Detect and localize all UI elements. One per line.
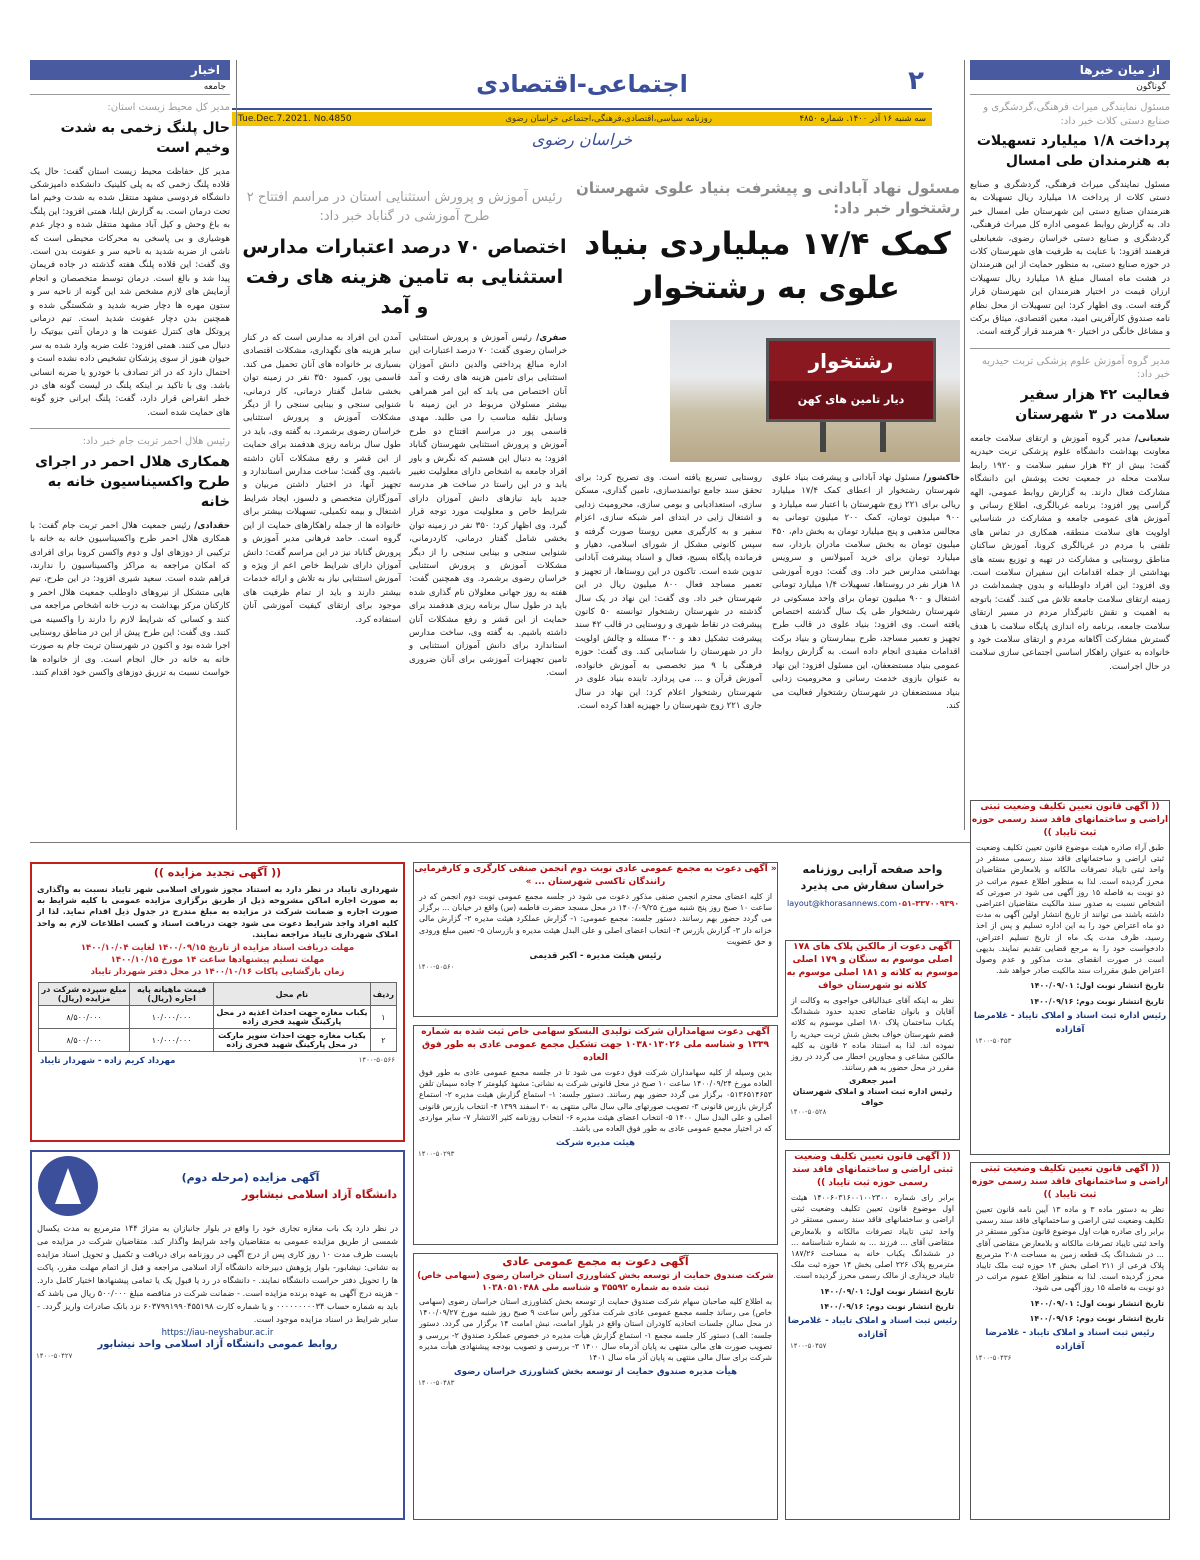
notice-body: نظر به اینکه آقای عبدالباقی خواجوی به وکالت از آقایان و بانوان تقاضای تحدید حدود ششدانگ یکباب ساختمان پلاک ۱۸۰ اصلی موسوم به کلاته قضم شهرستان خواف بخش شش تربت حیدریه را نموده اند. لذا به استناد ماده ۲ قانون به کلیه مالکین مشاعی و مجاورین اخطار می گردد در روز مقرر در محل حضور به هم رسانند. <box>791 996 955 1073</box>
table-header: مبلغ سپرده شرکت در مزایده (ریال) <box>39 983 130 1006</box>
notice-date: تاریخ انتشار نوبت اول: ۱۴۰۰/۰۹/۰۱ <box>819 1286 954 1296</box>
notice-body: بدین وسیله از کلیه سهامداران شرکت فوق دعوت می شود تا در جلسه مجمع عمومی عادی به طور فوق العاده مورخ ۱۴۰۰/۰۹/۲۴ ساعت ۱۰ صبح در محل قانونی شرکت به نشانی: مشهد کیلومتر ۲ جاده سیمان تلفن ۰۵۱۳۶۵۱۴۶۵۳ برگزار می گردد حضور بهم رسانند. دستور جلسه: ۱- استماع گزارش هیئت مدیره ۲- استماع گزارش بازرس قانونی ۳- تصویب صورتهای مالی سال مالی منتهی به ۳۰ اسفند ۱۳۹۹ ۴- انتخاب بازرس قانونی اصلی و علی البدل سال ۱۴۰۰ ۵- انتخاب اعضای هیئت مدیره ۶- انتخاب روزنامه کثیر الانتشار ۷- سایر مواردی که در اختیار مجمع عمومی عادی به طور فوق العاده می باشد. <box>419 1068 773 1134</box>
column-header: از میان خبر‌ها <box>970 60 1170 80</box>
lead-kicker: مسئول نهاد آبادانی و پیشرفت بنیاد علوی شهرستان رشتخوار خبر داد: <box>576 179 960 217</box>
notice-number: ۱۴۰۰-۵۰۵۶۰ <box>418 963 455 972</box>
article-body: مدیر کل حفاظت محیط زیست استان گفت: حال یک قلاده پلنگ زخمی که به پلی کلینیک دانشکده دامپزشکی دانشگاه فردوسی مشهد منتقل شده به شدت وخیم اما تحت درمان است. به گزارش ایلنا، همتی افزود: این پلنگ به باغ وحش و کیل آباد مشهد منتقل شده و دچار عدم هوشیاری و بی پاسخی به محرکات محیطی است که ناشی از ضربه شدید به ناحیه سر و عفونت بدن است. وی گفت: این قلاده پلنگ هفته گذشته در جاده فریمان پیدا شد و بالغ است. درمان توسط متخصصان و انجام آزمایش های لازم مشخص شد این گونه از ناحیه سر و ستون مهره ها دچار ضربه شدید و شکستگی شده و همچنین بدن دچار عفونت شدید است. تیم درمانی پروتکل های کنترل عفونت ها و درمان آنتی بیوتیک را دنبال می کنند. همتی افزود: علت ضربه وارد شده به سر حیوان هنوز از سوی پزشکان تشخیص داده نشده است و احتمال دارد که در اثر تصادف با خودرو یا ضربه انسانی باشد. وی با تاکید بر اینکه پلنگ در لیست گونه های در خطر انقراض قرار دارد، گفت: پلنگ ایرانی جزو گونه های حمایت شده است. <box>30 166 230 418</box>
lead-body-cont: روستایی تسریع یافته است. وی تصریح کرد: برای تحقق سند جامع توانمندسازی، تامین گذاری، مسکن سازی، استعدادیابی و بومی سازی، محرومیت زدایی و اشتغال زایی در ابتدای امر شبکه سازی، اعزام سفیر و به کارگیری معین روستا صورت گرفته و سپس کانونی مشکل از شورای اسلامی، دهیار و فرمانده پایگاه بسیج، فعال و اسناد پیشرفت آبادانی تدوین شده است. تاکنون در این روستاها، از تجهیز و تعمیر مساجد فعال ۸۰۰ میلیون ریال در این شهرستان خبر داد. وی گفت: این نهاد در یک سال گذشته در شهرستان رشتخوار توانسته ۵۰ کانون پیشرفت در نقاط شهری و روستایی در قالب ۴۲ سند پیشرفت تشکیل دهد و ۳۰۰ مسئله و چالش اولویت دار در شهرستان را شناسایی کند. وی گفت: حوزه فرهنگی با ۹ میز تخصصی به آموزش خانواده، آموزش قرآن و ... می پردازد. تاینده بنیاد علوی در شهرستان رشتخوار اعلام کرد: این نهاد در سال جاری ۲۲۱ زوج شهرستان را جهیزیه اهدا کرده است. <box>575 473 763 711</box>
table-header: نام محل <box>214 983 371 1006</box>
auction-table <box>38 982 397 1052</box>
notice-date: مهلت دریافت اسناد مزایده از تاریخ ۱۴۰۰/۰۹/۱۵ لغایت ۱۴۰۰/۱۰/۰۴ <box>80 943 355 954</box>
notice-number: ۱۴۰۰-۵۰۴۳۶ <box>975 1354 1012 1363</box>
general-assembly-notice <box>413 1253 778 1520</box>
org-name: دانشگاه آزاد اسلامی نیشابور <box>242 1188 397 1201</box>
notice-title: (( آگهی تجدید مزایده )) <box>153 866 282 879</box>
promo-title: واحد صفحه آرایی روزنامه خراسان سفارش می پذیرد <box>800 863 945 892</box>
registry-notice <box>785 940 960 1140</box>
mid-story <box>242 188 567 838</box>
notice-body: در نظر دارد یک باب مغازه تجاری خود را واقع در بلوار جانبازان به متراژ ۱۴۴ مترمربع به مدت یکسال شمسی از طریق مزایده عمومی به متقاضیان واجد شرایط واگذار کند. متقاضیان شرکت در مزایده می بایست ظرف مدت ۱۰ روز کاری پس از درج آگهی در روزنامه برای دریافت و تکمیل و تحویل اسناد مزایده به نشانی: نیشابور- بلوار پژوهش دبیرخانه دانشگاه آزاد اسلامی مراجعه و قبل از اتمام مهلت مقرر، پاکت ها را تحویل دفتر حراست دانشگاه نمایند. - دانشگاه در رد یا قبول یک یا تمامی پیشنهادها اختیار کامل دارد. - هزینه درج آگهی به عهده برنده مزایده است. - ضمانت شرکت در مناقصه مبلغ ۵۰۰/۰۰۰ ریال می باشد که باید به شماره حساب ۰۰۰۰۰۰۰۰۰۳۴ و یا شماره کارت ۶۰۳۷۹۹۱۹۹۰۴۵۵۱۹۸ نزد بانک صادرات واریز گردد. - سایر شرایط در اسناد مزایده موجود است. <box>37 1223 399 1324</box>
notice-date: تاریخ انتشار نوبت اول: ۱۴۰۰/۰۹/۰۱ <box>1029 981 1164 991</box>
billboard <box>766 338 936 422</box>
notice-subtitle: شرکت صندوق حمایت از توسعه بخش کشاورزی استان خراسان رضوی (سهامی خاص) ثبت شده به شماره ۳۵۵۹۲ و شناسه ملی ۱۰۳۸۰۵۱۰۴۸۸ <box>417 1271 774 1293</box>
mid-title: اختصاص ۷۰ درصد اعتبارات مدارس استثنایی به تامین هزینه های رفت و آمد <box>242 236 567 318</box>
lead-story <box>575 178 960 838</box>
shareholders-notice <box>413 1025 778 1245</box>
notice-title: (( آگهی قانون تعیین تکلیف وضعیت ثبتی اراضی و ساختمانهای فاقد سند رسمی حوزه ثبت تایباد )) <box>791 1152 954 1188</box>
notice-title: (( آگهی قانون تعیین تکلیف وضعیت ثبتی اراضی و ساختمانهای فاقد سند رسمی حوزه ثبت تایباد )) <box>971 1164 1169 1200</box>
right-column <box>970 60 1170 830</box>
notice-title: آگهی مزایده (مرحله دوم) <box>181 1171 320 1184</box>
issue-bar <box>232 112 932 126</box>
column-subheader: جامعه <box>30 80 230 95</box>
notice-body: از کلیه اعضای محترم انجمن صنفی مذکور دعوت می شود در جلسه مجمع عمومی نوبت دوم انجمن که در ساعت ۱۰ صبح روز پنج شنبه مورخ ۱۴۰۰/۰۹/۲۵ در محل مسجد حضرت فاطمه (س) واقع در خیابان ... برگزار می گردد حضور بهم رسانند. دستور جلسه: مجمع عمومی: ۱- گزارش عملکرد هیئت مدیره ۲- گزارش مالی خزانه دار ۳- گزارش بازرس ۴- انتخاب اعضای اصلی و علی البدل هیئت مدیره و بازرسان ۵- تعیین مبلغ ورودی و حق عضویت <box>419 892 772 946</box>
billboard-subtitle: دیار تامین های کهن <box>769 381 933 419</box>
article-kicker: رئیس هلال احمر تربت جام خبر داد: <box>82 436 230 448</box>
article-kicker: مدیر کل محیط زیست استان: <box>107 102 230 113</box>
notice-body: شهرداری تایباد در نظر دارد به استناد مجوز شورای اسلامی شهر تایباد نسبت به واگذاری به صورت اجاره اماکن مشروحه ذیل از طریق برگزاری مزایده عمومی با کلیه شرایط به صورت اجاره و ضمانت شرکت در مزایده به مبلغ مندرج در جدول ذیل اقدام نماید. لذا از کلیه افراد واجد شرایط دعوت می شود جهت دریافت اسناد و کسب اطلاعات لازم به واحد املاک شهرداری تایباد مراجعه نمایند. <box>37 884 398 939</box>
notice-title: « آگهی دعوت به مجمع عمومی عادی نوبت دوم انجمن صنفی کارگری و کارفرمایی رانندگان تاکسی شهرستان ... » <box>414 864 777 887</box>
notice-signature: رئیس اداره ثبت اسناد و املاک شهرستان خواف <box>792 1087 953 1108</box>
left-column <box>30 60 230 830</box>
notice-signature: هیئت مدیره شرکت <box>555 1138 635 1149</box>
article-body: شعبانی/ مدیر گروه آموزش و ارتقای سلامت جامعه معاونت بهداشت دانشگاه علوم پزشکی تربت حیدریه گفت: بیش از ۴۲ هزار سفیر سلامت و ۱۹۲۰ رابط سلامت محله در جمعیت تحت پوشش این دانشگاه مشارکت فعال دارند. به گزارش روابط عمومی، الهه گراسی پور افزود: برنامه غربالگری، اطلاع رسانی و آموزش های عمومی جامعه و مشارکت در شناسایی اولویت های سلامت منطقه، همکاری در تماس های تلفنی با مردم در غربالگری کرونا، آموزش ساکنان مناطق روستایی و مشارکت در تهیه و توزیع بسته های بهداشتی از جمله اقدامات این سفیران سلامت است. وی افزود: این افراد داوطلبانه و بدون چشمداشت در زمینه ارتقای سلامت جامعه تلاش می کنند. گفت: باتوجه به اهمیت و نقش تاثیرگذار مردم در مسیر ارتقای سلامت جامعه، برنامه راه اندازی پایگاه سلامت با هدف گسترش مشارکت آگاهانه مردم و ارتقای سلامت خود و خانواده به عنوان راهکار اساسی اجتماعی سازی سلامت در حال اجراست. <box>970 433 1170 672</box>
notice-date: تاریخ انتشار نوبت اول: ۱۴۰۰/۰۹/۰۱ <box>1029 1298 1164 1308</box>
notice-date: زمان بازگشایی پاکات ۱۴۰۰/۱۰/۱۶ در محل دفتر شهردار تایباد <box>90 967 345 978</box>
column-header: اخبار <box>30 60 230 80</box>
notice-signature: هیأت مدیره صندوق حمایت از توسعه بخش کشاورزی خراسان رضوی <box>453 1367 738 1378</box>
billboard-title: رشتخوار <box>769 341 933 381</box>
notice-signature: رئیس ثبت اسناد و املاک تایباد - غلامرضا آقازاده <box>985 1328 1155 1353</box>
article-title: همکاری هلال احمر در اجرای طرح واکسیناسیون خانه به خانه <box>35 453 230 510</box>
notice-number: ۱۴۰۰-۵۰۴۸۳ <box>418 1379 455 1388</box>
notice-body: به اطلاع کلیه صاحبان سهام شرکت صندوق حمایت از توسعه بخش کشاورزی استان خراسان رضوی (سهامی خاص) می رساند جلسه مجمع عمومی عادی شرکت مذکور رأس ساعت ۹ صبح روز شنبه مورخ ۱۴۰۰/۰۹/۲۷ در محل سالن جلسات اتحادیه کاودران استان واقع در بلوار امامت، نبش امامت ۱۴ برگزار می گردد. دستور جلسه: الف) دستور کار جلسه مجمع ۱- استماع گزارش هیأت مدیره در خصوص عملکرد صندوق ۲- بررسی و تصویب صورت های مالی منتهی به پایان آذرماه سال ۱۴۰۰ ۳- بررسی و تصویب بودجه پیشنهادی هیأت مدیره شرکت برای سال مالی منتهی به پایان آذر ماه سال ۱۴۰۱ <box>419 1297 772 1363</box>
page-number: ۲ <box>908 66 924 96</box>
photo-spacer <box>582 310 676 440</box>
notice-signature: مهرداد کریم زاده - شهردار تایباد <box>40 1056 176 1067</box>
auction-notice <box>30 862 405 1142</box>
mid-body: صفری/ رئیس آموزش و پرورش استثنایی خراسان رضوی گفت: ۷۰ درصد اعتبارات این اداره مبالغ پرداختی والدین دانش آموزان استثنایی برای تامین هزینه های رفت و آمد آنان اختصاص می یابد که این امر همراهی بیشتر مسئولان مربوط در این زمینه با وسایل نقلیه مناسب را می طلبد. مهدی قاسمی پور در مراسم افتتاح دو طرح آموزش و پرورش استثنایی شهرستان گناباد افزود: به دنبال این هستیم که نگرش و باور افراد جامعه به اشخاص دارای معلولیت تغییر یابد و در این راستا در ساخت هر مدرسه جدید باید نیازهای دانش آموزان دارای شرایط خاص و معلولیت مورد توجه قرار گیرد. وی اظهار کرد: ۳۵۰ نفر در زمینه توان بخشی شامل گفتار درمانی، کاردرمانی، شنوایی سنجی و بینایی سنجی را از دیگر مشکلات آموزش و پرورش استثنایی خراسان رضوی برشمرد. وی همچنین گفت: هفته به روز جهانی معلولان نام گذاری شده باید در طول سال برنامه ریزی هدفمند برای حمایت از این قشر و رفع مشکلات آنان داشته باشیم. به گفته وی، ساخت مدارس استاندارد برای دانش آموزان استثنایی و تامین تجهیزات آموزشی برای آنان ضروری است. <box>409 333 567 679</box>
article-body: حقدادی/ رئیس جمعیت هلال احمر تربت جام گفت: با همکاری هلال احمر طرح واکسیناسیون خانه به خانه با ترکیبی از دوزهای اول و دوم واکسن کرونا برای افرادی که امکان مراجعه به مراکز واکسیناسیون را ندارند، فراهم شده است. سعید شیری افزود: در این طرح، تیم هایی متشکل از نیروهای داوطلب جمعیت هلال احمر و کارکنان مرکز بهداشت به درب خانه اشخاص مراجعه می کنند و کسانی که شرایط لازم را دارند را واکسینه می کنند. وی گفت: این طرح پیش از این در مناطق روستایی اجرا شده بود و اکنون در شهرستان تربت جام به صورت خانه به خانه در حال انجام است. وی از خانواده ها خواست نسبت به تزریق دوزهای واکسن خود اقدام کنند. <box>30 520 230 679</box>
article-title: حال پلنگ زخمی به شدت وخیم است <box>60 119 230 156</box>
mid-kicker: رئیس آموزش و پرورش استثنایی استان در مراسم افتتاح ۲ طرح آموزشی در گناباد خبر داد: <box>246 190 563 224</box>
lead-photo <box>670 320 960 462</box>
notice-title: (( آگهی قانون تعیین تکلیف وضعیت ثبتی اراضی و ساختمانهای فاقد سند رسمی حوزه ثبت تایباد )) <box>971 802 1169 838</box>
university-auction-notice <box>30 1150 405 1520</box>
notice-signature: روابط عمومی دانشگاه آزاد اسلامی واحد نیشابور <box>97 1339 338 1350</box>
notice-number: ۱۴۰۰-۵۰۵۲۸ <box>790 1108 827 1117</box>
notice-body: طبق آراء صادره هیئت موضوع قانون تعیین تکلیف وضعیت ثبتی اراضی و ساختمانهای فاقد سند رسمی مستقر در واحد ثبتی تایباد تصرفات مالکانه و بلامعارض متقاضیان محرز گردیده است. لذا به منظور اطلاع عموم مراتب در دو نوبت به فاصله ۱۵ روز آگهی می شود در صورتی که اشخاص نسبت به صدور سند مالکیت متقاضیان اعتراضی داشته باشند می توانند از تاریخ انتشار اولین آگهی به مدت دو ماه اعتراض خود را به این اداره تسلیم و پس از اخذ رسید، ظرف مدت یک ماه از تاریخ تسلیم اعتراض، دادخواست خود را به مرجع قضایی تقدیم نمایند. بدیهی است در صورت انقضای مدت مذکور و عدم وصول اعتراض طبق مقررات سند مالکیت صادر خواهد شد. <box>976 843 1164 976</box>
university-logo-icon <box>38 1156 98 1216</box>
notice-number: ۱۴۰۰-۵۰۲۹۳ <box>418 1150 455 1159</box>
column-subheader: گوناگون <box>970 80 1170 95</box>
table-header: قیمت ماهیانه پایه اجاره (ریال) <box>130 983 214 1006</box>
issue-date-en: Tue.Dec.7.2021. No.4850 <box>238 114 352 124</box>
table-header: ردیف <box>370 983 396 1006</box>
association-notice <box>413 862 778 1017</box>
registry-notice <box>970 800 1170 1155</box>
table-row: ۱ یکباب مغازه جهت احداث اغذیه در محل پارکینگ شهید فخری زاده ۱۰/۰۰۰/۰۰۰ ۸/۵۰۰/۰۰۰ <box>39 1006 397 1029</box>
notice-title: آگهی دعوت از مالکین پلاک های ۱۷۸ اصلی موسوم به سنگان و ۱۷۹ اصلی موسوم به کلاته و ۱۸۱ اصلی موسوم به کلاته نو شهرستان خواف <box>786 942 959 991</box>
masthead <box>232 60 932 150</box>
notice-date: تاریخ انتشار نوبت دوم: ۱۴۰۰/۰۹/۱۶ <box>819 1301 954 1311</box>
notice-signature: رئیس هیئت مدیره - اکبر قدیمی <box>529 951 662 962</box>
notice-signature: رئیس اداره ثبت اسناد و املاک تایباد - غلامرضا آقازاده <box>973 1010 1167 1035</box>
issue-date-fa: سه شنبه ۱۶ آذر ۱۴۰۰. شماره ۴۸۵۰ <box>799 114 926 124</box>
article-title: فعالیت ۴۲ هزار سفیر سلامت در ۳ شهرستان <box>1015 386 1170 423</box>
registry-notice <box>970 1162 1170 1520</box>
notice-date: تاریخ انتشار نوبت دوم: ۱۴۰۰/۰۹/۱۶ <box>1029 1313 1164 1323</box>
notice-date: مهلت تسلیم پیشنهادها ساعت ۱۴ مورخ ۱۴۰۰/۱۰/۱۵ <box>110 955 325 966</box>
section-title: اجتماعی-اقتصادی <box>476 70 688 98</box>
notice-body: برابر رای شماره ۱۴۰۰۶۰۳۱۶۰۰۱۰۰۲۳۰۰ هیئت اول موضوع قانون تعیین تکلیف وضعیت ثبتی اراضی و ساختمانهای فاقد سند رسمی مستقر در واحد ثبتی تایباد تصرفات مالکانه و بلامعارض متقاضی آقای ... فرزند ... به شماره شناسنامه ... در ششدانگ یکباب خانه به مساحت ۱۸۷/۲۶ مترمربع پلاک ۲۲۶ اصلی بخش ۱۴ حوزه ثبت ملک تایباد خریداری از مالک رسمی محرز گردیده است. <box>791 1193 954 1281</box>
notice-number: ۱۴۰۰-۵۰۴۲۷ <box>36 1352 73 1360</box>
newspaper-logo: خراسان رضوی <box>531 130 633 149</box>
table-row: ۲ یکباب مغازه جهت احداث سوپر مارکت در محل پارکینگ شهید فخری زاده ۱۰/۰۰۰/۰۰۰ ۸/۵۰۰/۰۰۰ <box>39 1029 397 1052</box>
notice-signature: رئیس ثبت اسناد و املاک تایباد - غلامرضا آقازاده <box>787 1316 958 1341</box>
promo-phone: ۰۵۱-۳۳۷۰۰۹۳۹۰ <box>897 899 960 908</box>
layout-promo <box>785 862 960 932</box>
notice-body: نظر به دستور ماده ۳ و ماده ۱۳ آیین نامه قانون تعیین تکلیف وضعیت ثبتی اراضی و ساختمانهای فاقد سند رسمی برابر رای صادره هیات اول موضوع قانون مذکور مستقر در واحد ثبتی تایباد تصرفات مالکانه و بلامعارض متقاضی آقای ... در ششدانگ یک قطعه زمین به مساحت ۲۰۸ مترمربع پلاک فرعی از ۲۱۱ اصلی بخش ۱۴ حوزه ثبت ملک تایباد محرز گردیده است. لذا به منظور اطلاع عموم مراتب در دو نوبت به فاصله ۱۵ روز آگهی می شود. <box>976 1205 1165 1293</box>
promo-email[interactable]: layout@khorasannews.com <box>787 899 898 908</box>
lead-body: خاکشور/ مسئول نهاد آبادانی و پیشرفت بنیاد علوی شهرستان رشتخوار از اعطای کمک ۱۷/۴ میلیارد ریالی برای ۲۲۱ زوج شهرستان با اعتبار سه میلیارد و ۹۰۰ میلیون تومان، کمک ۲۰۰ میلیون تومانی به مجالس مذهبی و پنج میلیارد تومان به بخش دام، ۴۵۰ میلیون تومان به بخش سلامت مادران باردار، سه میلیارد تومان برای خرید آمبولانس و سرویس بهداشتی مدارس خبر داد. وی گفت: دوره آموزشی ۱۸ هزار نفر در روستاها، تسهیلات ۱/۴ میلیارد تومانی اشتغال و ۹۰۰ میلیون تومان برای واحد مسکونی در شهرستان رشتخوار طی یک سال گذشته اختصاص یافته است. وی افزود: بنیاد علوی در قالب طرح تجهیز و تعمیر مساجد، طرح بیمارستان و بنیاد برکت اقدامات مفیدی انجام داده است. به گزارش روابط عمومی بنیاد مستضعفان، این مسئول افزود: این نهاد به عنوان بازوی خدمت رسانی و محرومیت زدایی بنیاد مستضعفان در شهرستان رشتخوار فعالیت می کند. <box>772 473 960 711</box>
notice-title: آگهی دعوت به مجمع عمومی عادی <box>502 1255 689 1268</box>
article-title: پرداخت ۱/۸ میلیارد تسهیلات به هنرمندان طی امسال <box>976 133 1170 169</box>
notice-website[interactable]: https://iau-neyshabur.ac.ir <box>161 1328 274 1338</box>
notice-number: ۱۴۰۰-۵۰۴۵۳ <box>975 1036 1012 1045</box>
article-body: مسئول نمایندگی میراث فرهنگی، گردشگری و صنایع دستی کلات از پرداخت ۱۸ میلیارد ریال تسهیلات به هنرمندان صنایع دستی این شهرستان طی امسال خبر داد. به گزارش روابط عمومی اداره کل میراث فرهنگی، گردشگری و صنایع دستی خراسان رضوی، شعبانعلی فرهمند افزود: با عنایت به ظرفیت های شهرستان کلات در حوزه صنایع دستی، به منظور حمایت از این هنرمندان در هشت ماه امسال مبلغ ۱۸ میلیارد ریال تسهیلات ارزان قیمت در اختیار هنرمندان این شهرستان قرار گرفته است. وی اظهار کرد: این تسهیلات از محل نظام نامه صندوق کارآفرینی امید، معین اقتصادی، میثاق برکت و مشاغل خانگی در اختیار ۹۰ هنرمند قرار گرفته است. <box>970 180 1170 338</box>
lead-title: کمک ۱۷/۴ میلیاردی بنیاد علوی به رشتخوار <box>584 226 951 306</box>
mid-body-cont: آمدن این افراد به مدارس است که در کنار سایر هزینه های نگهداری، مشکلات اقتصادی بسیاری بر خانواده های آنان تحمیل می کند. قاسمی پور، کمبود ۳۵۰ نفر در زمینه توان بخشی شامل گفتار درمانی، کار درمانی، شنوایی سنجی و بینایی سنجی را از دیگر مشکلات آموزش و پرورش استثنایی خراسان رضوی برشمرد. به گفته وی، باید در طول سال برنامه ریزی هدفمند برای حمایت از این قشر و رفع مشکلات آنان داشته باشیم. وی گفت: ساخت مدارس استاندارد و تجهیز آنها، در اختیار داشتن مربیان و آموزگاران متخصص و دلسوز، ایجاد شرایط اشتغال و بیمه تکمیلی، تسهیلات بیشتر برای خانواده ها از جمله راهکارهای حمایت از این گروه است. حامد فرهانی مدیر آموزش و پرورش گناباد نیز در این مراسم گفت: دانش آموزان دارای شرایط خاص اعم از ویژه و آموزش استثنایی نیاز به تلاش و ارائه خدمات بیشتر دارند و باید از تمام ظرفیت های موجود برای ارتقای کیفیت آموزشی آنان استفاده کرد. <box>243 333 401 625</box>
notice-number: ۱۴۰۰-۵۰۵۶۶ <box>358 1056 395 1065</box>
article-kicker: مدیر گروه آموزش علوم پزشکی تربت حیدریه خبر داد: <box>981 355 1170 381</box>
registry-notice <box>785 1150 960 1520</box>
notice-title: آگهی دعوت سهامداران شرکت تولیدی البسکو سهامی خاص ثبت شده به شماره ۱۳۳۹ و شناسه ملی ۱۰۳۸۰۱۳۰۲۶ جهت تشکیل مجمع عمومی عادی به طور فوق العاده <box>421 1027 770 1063</box>
tagline: روزنامه سیاسی،اقتصادی،فرهنگی،اجتماعی خراسان رضوی <box>505 114 712 124</box>
notice-date: تاریخ انتشار نوبت دوم: ۱۴۰۰/۰۹/۱۶ <box>1029 996 1164 1006</box>
notice-signature: امیر جعفری <box>848 1076 897 1086</box>
article-kicker: مسئول نمایندگی میراث فرهنگی،گردشگری و صنایع دستی کلات خبر داد: <box>983 102 1170 127</box>
notice-number: ۱۴۰۰-۵۰۴۵۷ <box>790 1342 827 1351</box>
